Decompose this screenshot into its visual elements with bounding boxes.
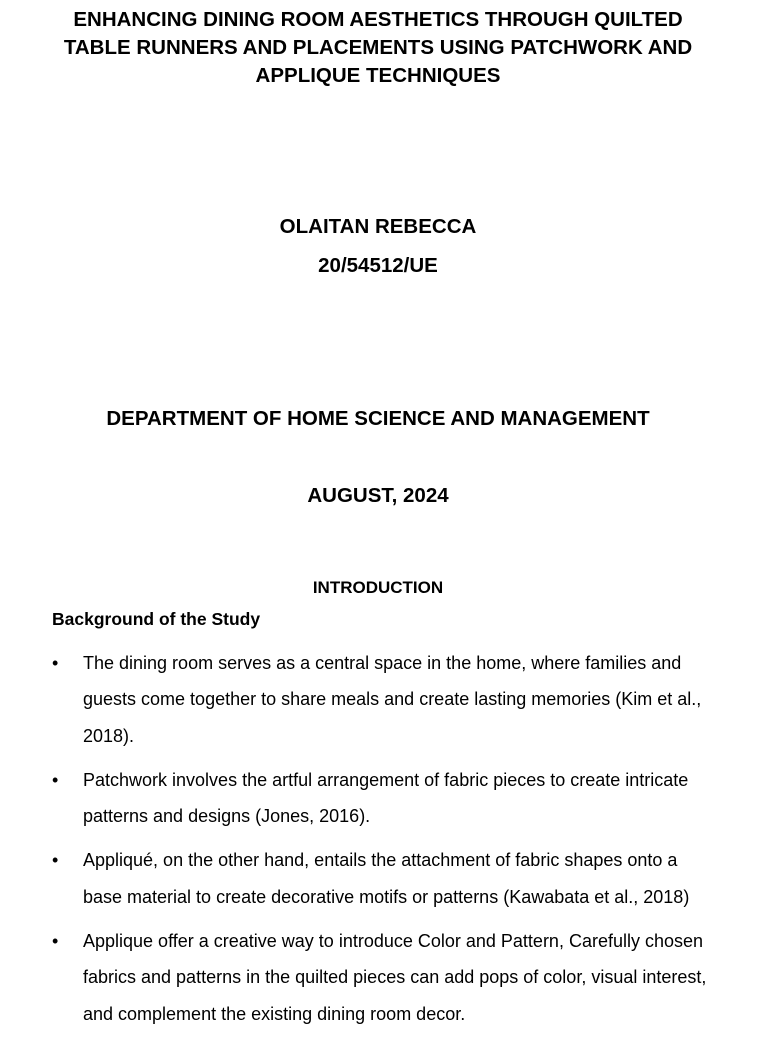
bullet-text: The dining room serves as a central space in the home, where families and guests come together to share meals and create lasting memories (Kim et al., 2018). — [83, 653, 702, 746]
bullet-icon: • — [52, 850, 59, 871]
submission-date: AUGUST, 2024 — [307, 484, 449, 507]
bullet-text: Applique offer a creative way to introduce Color and Pattern, Carefully chosen fabrics and patterns in the quilted pieces can add pops of color, visual interest, and complement the existing dining room decor. — [83, 931, 707, 1024]
registration-number: 20/54512/UE — [318, 254, 438, 277]
subsection-heading-background: Background of the Study — [52, 609, 261, 629]
bullet-icon: • — [52, 931, 59, 952]
bullet-text: Patchwork involves the artful arrangement of fabric pieces to create intricate patterns and designs (Jones, 2016). — [83, 769, 689, 827]
list-item — [0, 762, 768, 835]
bullet-text: Appliqué, on the other hand, entails the attachment of fabric shapes onto a base material to create decorative motifs or patterns (Kawabata et al., 2018) — [83, 850, 690, 907]
background-bullet-list — [0, 645, 768, 1040]
list-item — [0, 645, 768, 754]
list-item — [0, 842, 768, 915]
bullet-icon: • — [52, 769, 59, 790]
section-heading-introduction: INTRODUCTION — [312, 578, 444, 597]
author-name: OLAITAN REBECCA — [279, 215, 477, 238]
department-name: DEPARTMENT OF HOME SCIENCE AND MANAGEMENT — [106, 407, 650, 430]
bullet-icon: • — [52, 653, 59, 673]
document-title: ENHANCING DINING ROOM AESTHETICS THROUGH QUILTED TABLE RUNNERS AND PLACEMENTS USING PATCHWORK AND APPLIQUE TECHNIQUES — [63, 8, 693, 87]
list-item — [0, 923, 768, 1032]
